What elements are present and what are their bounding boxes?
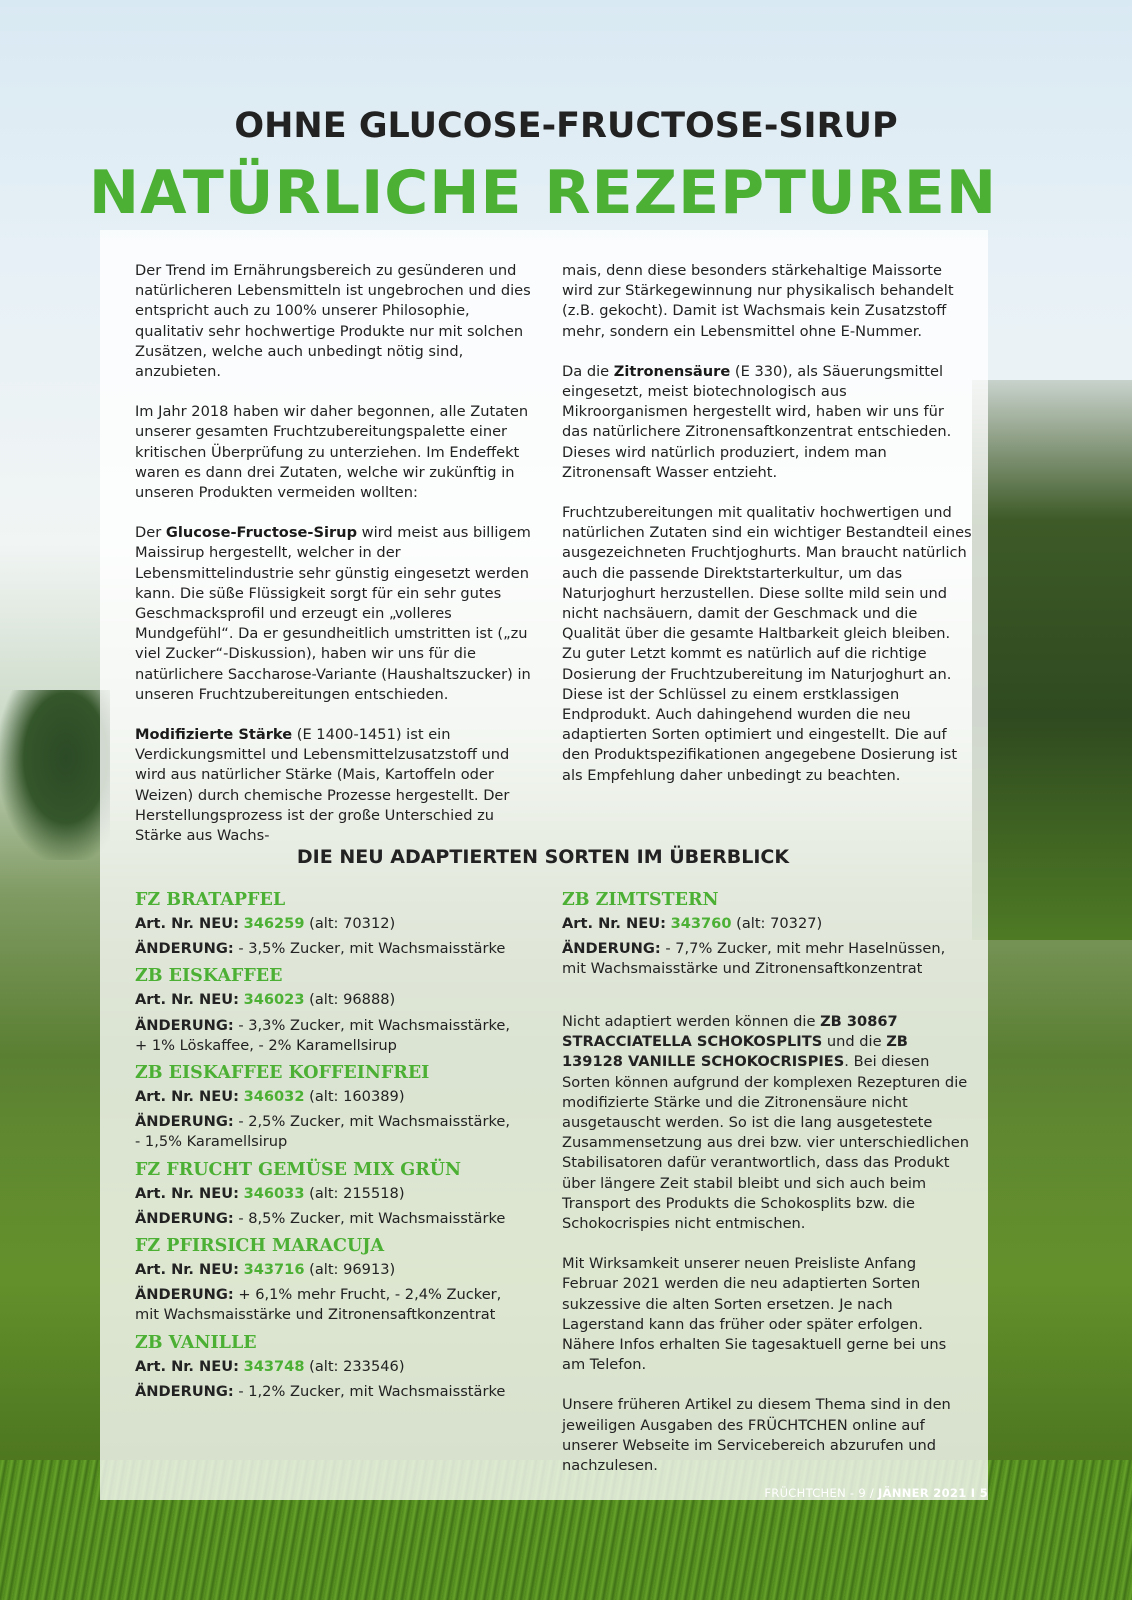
change-description: ÄNDERUNG: - 8,5% Zucker, mit Wachsmaisstärke [135,1209,506,1227]
product-entry [562,888,972,980]
change-description: ÄNDERUNG: + 6,1% mehr Frucht, - 2,4% Zucker, mit Wachsmaisstärke und Zitronensaftkonzentrat [135,1286,502,1324]
section-title: DIE NEU ADAPTIERTEN SORTEN IM ÜBERBLICK [296,846,790,868]
product-name: FZ FRUCHT GEMÜSE MIX GRÜN [135,1159,462,1180]
headline-title: NATÜRLICHE REZEPTUREN [88,158,998,228]
paragraph: Unsere früheren Artikel zu diesem Thema sind in den jeweiligen Ausgaben des FRÜCHTCHEN online auf unserer Webseite im Servicebereich abzurufen und nachzulesen. [562,1396,951,1475]
page-number: 5 [979,1486,988,1500]
headline-kicker: OHNE GLUCOSE-FRUCTOSE-SIRUP [234,106,898,146]
product-entry [135,1331,515,1402]
paragraph: Fruchtzubereitungen mit qualitativ hochwertigen und natürlichen Zutaten sind ein wichtiger Bestandteil eines ausgezeichneten Fruchtjoghurts. Man braucht natürlich auch die passende Direktstarterkultur, um das Naturjoghurt herzustellen. Diese sollte mild sein und nicht nachsäuern, damit der Geschmack und die Qualität über die gesamte Haltbarkeit gleich bleiben. Zu guter Letzt kommt es natürlich auf die richtige Dosierung der Fruchtzubereitung im Naturjoghurt an. Diese ist der Schlüssel zu einem erstklassigen Endprodukt. Auch dahingehend wurden die neu adaptierten Sorten optimiert und eingestellt. Die auf den Produktspezifikationen angegebene Dosierung ist als Empfehlung daher unbedingt zu beachten. [562,504,972,784]
paragraph: Der Trend im Ernährungsbereich zu gesünderen und natürlicheren Lebensmitteln ist ungebrochen und dies entspricht auch zu 100% unserer Philosophie, qualitativ sehr hochwertige Produkte nur mit solchen Zusätzen, welche auch unbedingt nötig sind, anzubieten. [135,262,531,381]
product-entry [135,1234,515,1326]
page-footer [764,1486,988,1500]
article-number: Art. Nr. NEU: 343748 (alt: 233546) [135,1357,405,1375]
article-number: Art. Nr. NEU: 346023 (alt: 96888) [135,991,396,1009]
product-name: ZB EISKAFFEE [135,966,283,987]
paragraph: Der Glucose-Fructose-Sirup wird meist aus billigem Maissirup hergestellt, welcher in der Lebensmittelindustrie sehr günstig eingesetzt werden kann. Die süße Flüssigkeit sorgt für ein sehr gutes Geschmacksprofil und erzeugt ein „volleres Mundgefühl“. Da er gesundheitlich umstritten ist („zu viel Zucker“-Diskussion), haben wir uns für die natürlichere Saccharose-Variante (Haushaltszucker) in unseren Fruchtzubereitungen entschieden. [135,524,531,703]
footer-issue: FRÜCHTCHEN - 9 / [764,1486,879,1500]
paragraph: mais, denn diese besonders stärkehaltige Maissorte wird zur Stärkegewinnung nur physikalisch behandelt (z.B. gekocht). Damit ist Wachsmais kein Zusatzstoff mehr, sondern ein Lebensmittel ohne E-Nummer. [562,262,954,340]
background-trees-left [0,690,110,860]
product-name: ZB VANILLE [135,1332,257,1353]
article-number: Art. Nr. NEU: 346259 (alt: 70312) [135,915,396,932]
paragraph: Modifizierte Stärke (E 1400-1451) ist ein Verdickungsmittel und Lebensmittelzusatzstoff und wird aus natürlicher Stärke (Mais, Kartoffeln oder Weizen) durch chemische Prozesse hergestellt. Der Herstellungsprozess ist der große Unterschied zu Stärke aus Wachs- [135,726,510,845]
article-number: Art. Nr. NEU: 343760 (alt: 70327) [562,915,823,932]
product-entry [135,888,515,959]
article-number: Art. Nr. NEU: 346033 (alt: 215518) [135,1184,405,1202]
article-column-left [135,261,535,866]
product-entry [135,964,515,1056]
change-description: ÄNDERUNG: - 3,3% Zucker, mit Wachsmaisstärke, + 1% Löskaffee, - 2% Karamellsirup [135,1016,511,1054]
article-number: Art. Nr. NEU: 346032 (alt: 160389) [135,1088,405,1106]
product-entry [135,1158,515,1229]
notes-section [562,1012,972,1496]
footer-date: JÄNNER 2021 [878,1486,967,1500]
product-name: ZB EISKAFFEE KOFFEINFREI [135,1063,430,1084]
paragraph: Nicht adaptiert werden können die ZB 30867 STRACCIATELLA SCHOKOSPLITS und die ZB 139128 VANILLE SCHOKOCRISPIES. Bei diesen Sorten können aufgrund der komplexen Rezepturen die modifizierte Stärke und die Zitronensäure nicht ausgetauscht werden. So ist die lang ausgetestete Zusammensetzung aus drei bzw. vier unterschiedlichen Stabilisatoren dafür verantwortlich, dass das Produkt über längere Zeit stabil bleibt und sich auch beim Transport des Produkts die Schokosplits bzw. die Schokocrispies nicht entmischen. [562,1013,969,1233]
article-column-right [562,261,972,806]
product-name: FZ BRATAPFEL [135,890,286,910]
footer-separator: I [966,1486,980,1500]
change-description: ÄNDERUNG: - 2,5% Zucker, mit Wachsmaisstärke, - 1,5% Karamellsirup [135,1113,511,1151]
change-description: ÄNDERUNG: - 3,5% Zucker, mit Wachsmaisstärke [135,940,506,958]
product-list-left [135,888,515,1407]
paragraph: Da die Zitronensäure (E 330), als Säuerungsmittel eingesetzt, meist biotechnologisch aus Mikroorganismen hergestellt wird, haben wir uns für das natürlichere Zitronensaftkonzentrat entschieden. Dieses wird natürlich produziert, indem man Zitronensaft Wasser entzieht. [562,362,952,481]
product-name: ZB ZIMTSTERN [562,890,719,910]
product-entry [135,1061,515,1153]
change-description: ÄNDERUNG: - 7,7% Zucker, mit mehr Haselnüssen, mit Wachsmaisstärke und Zitronensaftkonzentrat [562,940,946,978]
article-number: Art. Nr. NEU: 343716 (alt: 96913) [135,1261,396,1279]
product-list-right [562,888,972,985]
paragraph: Im Jahr 2018 haben wir daher begonnen, alle Zutaten unserer gesamten Fruchtzubereitungspalette einer kritischen Überprüfung zu unterziehen. Im Endeffekt waren es dann drei Zutaten, welche wir zukünftig in unseren Produkten vermeiden wollten: [135,403,529,502]
paragraph: Mit Wirksamkeit unserer neuen Preisliste Anfang Februar 2021 werden die neu adaptierten Sorten sukzessive die alten Sorten ersetzen. Je nach Lagerstand kann das früher oder später erfolgen. Nähere Infos erhalten Sie tagesaktuell gerne bei uns am Telefon. [562,1255,947,1374]
change-description: ÄNDERUNG: - 1,2% Zucker, mit Wachsmaisstärke [135,1382,506,1400]
product-name: FZ PFIRSICH MARACUJA [135,1236,385,1257]
